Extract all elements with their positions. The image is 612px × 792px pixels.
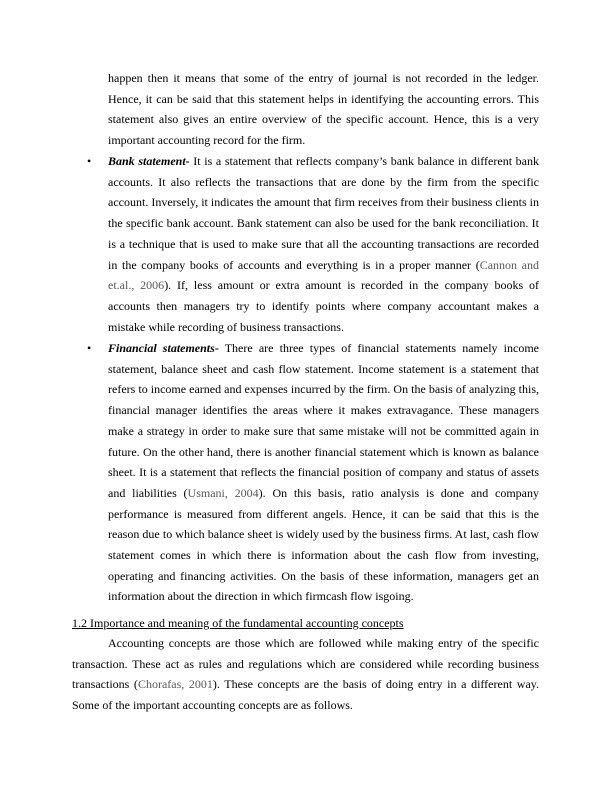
citation: Chorafas, 2001 xyxy=(137,677,213,692)
body-paragraph xyxy=(72,633,539,716)
citation: Cannon and et.al., 2006 xyxy=(108,257,540,293)
paragraph-body-end: ). These concepts are the basis of doing entry in a different way. Some of the important accounting concepts are as follows. xyxy=(72,677,539,713)
continuation-paragraph: happen then it means that some of the entry of journal is not recorded in the ledger. Hence, it can be said that this statement helps in identifying the accounting errors. This statement also gives an entire overview of the specific account. Hence, this is a very important accounting record for the firm. xyxy=(108,71,539,148)
bullet-icon: • xyxy=(87,341,92,355)
bullet-lead-term: Financial statements- xyxy=(108,341,219,355)
section-heading: 1.2 Importance and meaning of the fundamental accounting concepts xyxy=(72,616,404,630)
bullet-text xyxy=(108,151,539,337)
bullet-text xyxy=(108,338,539,607)
bullet-body-end: ). If, less amount or extra amount is recorded in the company books of accounts then managers try to identify points where company accountant makes a mistake while recording of business transactions. xyxy=(108,278,539,334)
bullet-body: It is a statement that reflects company’s bank balance in different bank accounts. It also reflects the transactions that are done by the firm from the specific account. Inversely, it indicates the amount that firm receives from their business clients in the specific bank account. Bank statement can also be used for the bank reconciliation. It is a technique that is used to make sure that all the accounting transactions are recorded in the company books of accounts and everything is in a proper manner ( xyxy=(108,154,539,272)
bullet-icon: • xyxy=(87,154,92,168)
citation: Usmani, 2004 xyxy=(187,485,259,500)
bullet-lead-term: Bank statement- xyxy=(108,154,190,168)
bullet-body: There are three types of financial statements namely income statement, balance sheet and cash flow statement. Income statement is a statement that refers to income earned and expenses incurred by the firm. On the basis of analyzing this, financial manager identifies the areas where it makes extravagance. These managers make a strategy in order to make sure that same mistake will not be committed again in future. On the other hand, there is another financial statement which is known as balance sheet. It is a statement that reflects the financial position of company and status of assets and liabilities ( xyxy=(108,341,539,500)
paragraph-body: Accounting concepts are those which are followed while making entry of the specific transaction. These act as rules and regulations which are considered while recording business transactions ( xyxy=(72,636,539,692)
bullet-body-end: ). On this basis, ratio analysis is done and company performance is measured from different angels. Hence, it can be said that this is the reason due to which balance sheet is widely used by the business firms. At last, cash flow statement comes in which there is information about the cash flow from investing, operating and financing activities. On the basis of these information, managers get an information about the direction in which firmcash flow isgoing. xyxy=(108,485,539,604)
